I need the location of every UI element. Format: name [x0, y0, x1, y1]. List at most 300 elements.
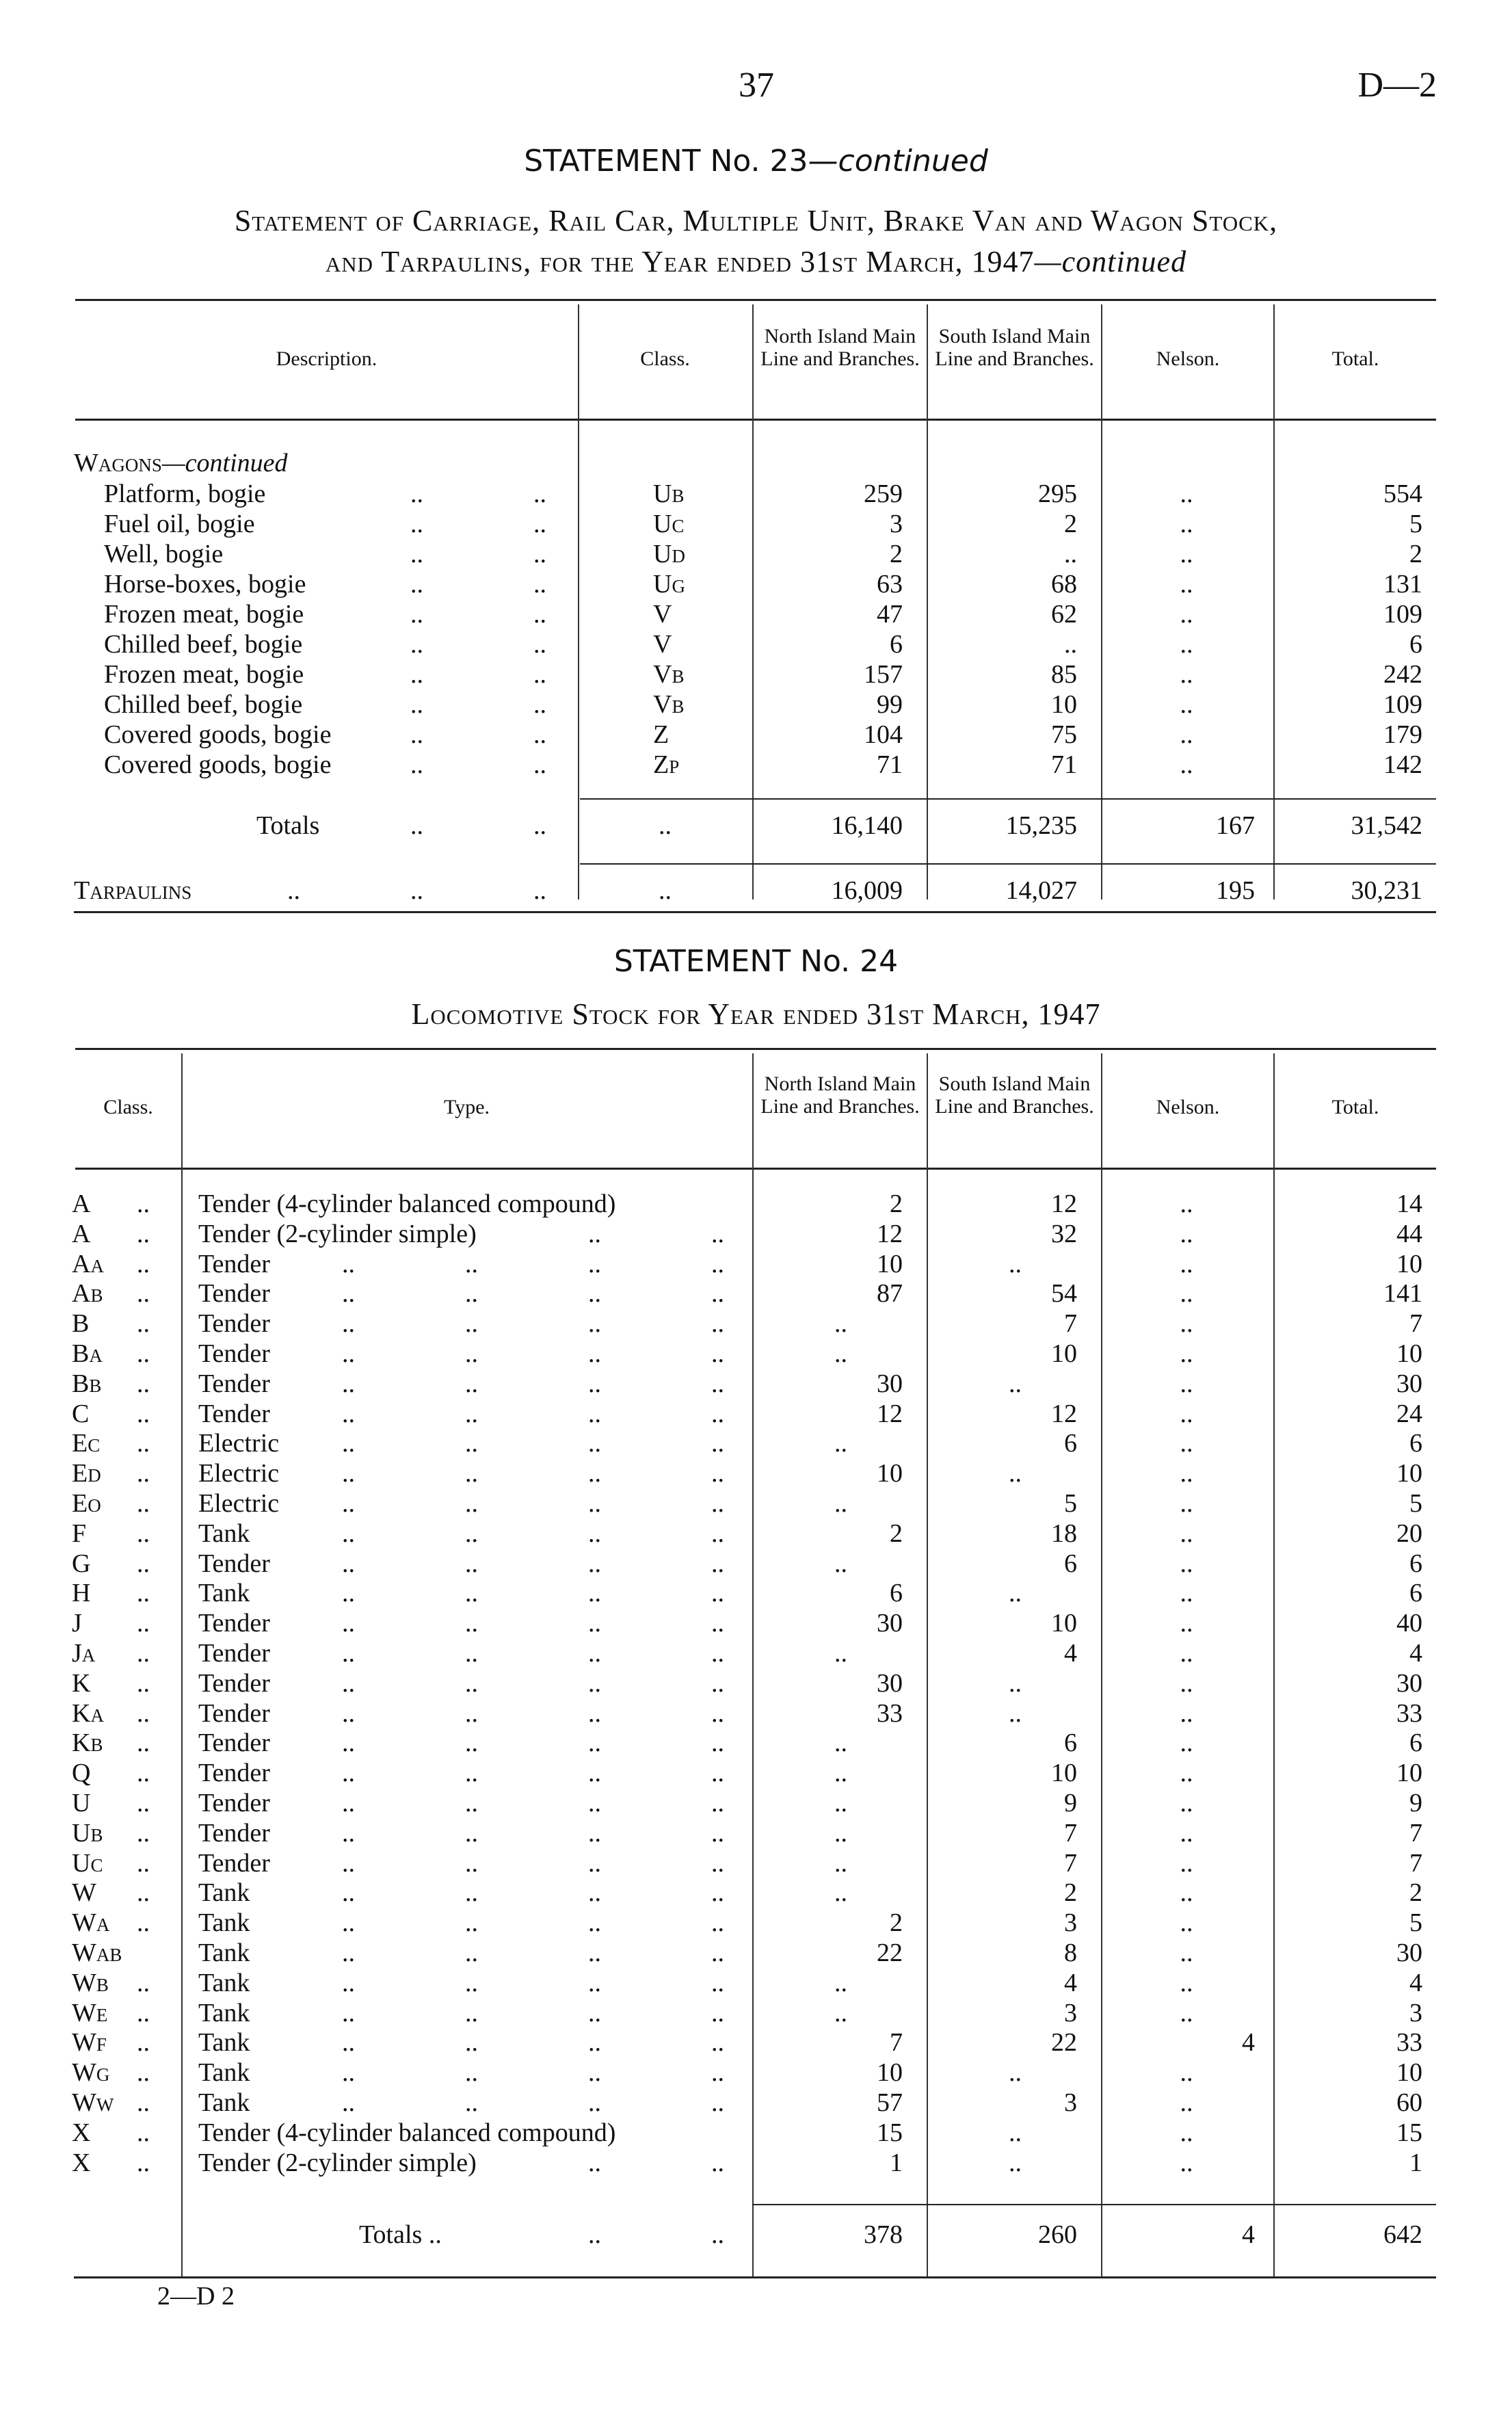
- leader-dots: ..: [533, 811, 546, 840]
- row-nelson: ..: [1180, 1639, 1193, 1668]
- leader-dots: ..: [342, 1939, 355, 1967]
- row-nelson: ..: [1180, 1219, 1193, 1248]
- leader-dots: ..: [711, 1459, 724, 1488]
- row-north: 7: [890, 2028, 903, 2058]
- leader-dots: ..: [588, 1369, 601, 1398]
- leader-dots: ..: [711, 1668, 724, 1698]
- row-type: Tender: [198, 1729, 270, 1758]
- row-nelson: ..: [1180, 600, 1193, 629]
- row-class: A: [72, 1219, 91, 1248]
- row-type: Electric: [198, 1459, 280, 1488]
- row-nelson: ..: [1180, 570, 1193, 599]
- tarpaulins-class: ..: [659, 876, 672, 905]
- leader-dots: ..: [342, 1818, 355, 1848]
- leader-dots: ..: [410, 540, 423, 568]
- leader-dots: ..: [588, 1818, 601, 1848]
- row-class: UC: [72, 1848, 103, 1878]
- leader-dots: ..: [137, 1668, 150, 1698]
- leader-dots: ..: [465, 1249, 478, 1278]
- row-north: ..: [834, 1339, 847, 1368]
- totals-total: 31,542: [1351, 811, 1422, 840]
- row-nelson: ..: [1180, 479, 1193, 508]
- row-south: ..: [1009, 2118, 1022, 2147]
- row-nelson: ..: [1180, 510, 1193, 538]
- leader-dots: ..: [342, 1639, 355, 1668]
- row-north: ..: [834, 1818, 847, 1848]
- col-divider: [181, 1053, 183, 2278]
- leader-dots: ..: [342, 1759, 355, 1788]
- leader-dots: ..: [711, 2028, 724, 2058]
- totals-label: Totals ..: [359, 2220, 442, 2249]
- header-south-island: South Island Main Line and Branches.: [935, 1073, 1094, 1118]
- leader-dots: ..: [137, 1878, 150, 1908]
- row-south: 7: [1064, 1818, 1077, 1848]
- leader-dots: ..: [711, 1549, 724, 1578]
- row-total: 5: [1409, 1489, 1422, 1518]
- row-class: K: [72, 1668, 91, 1698]
- row-class: B: [72, 1309, 90, 1339]
- row-nelson: ..: [1180, 540, 1193, 568]
- row-class: EC: [72, 1429, 101, 1458]
- leader-dots: ..: [410, 570, 423, 599]
- leader-dots: ..: [711, 1369, 724, 1398]
- leader-dots: ..: [137, 1549, 150, 1578]
- leader-dots: ..: [342, 1609, 355, 1638]
- header-nelson: Nelson.: [1156, 347, 1220, 370]
- leader-dots: ..: [711, 1489, 724, 1518]
- row-nelson: ..: [1180, 1968, 1193, 1997]
- row-class: EO: [72, 1489, 101, 1518]
- row-total: 10: [1396, 1759, 1422, 1788]
- leader-dots: ..: [533, 570, 546, 599]
- leader-dots: ..: [711, 1759, 724, 1788]
- leader-dots: ..: [465, 1759, 478, 1788]
- leader-dots: ..: [711, 1309, 724, 1339]
- row-total: 242: [1383, 660, 1422, 689]
- row-north: 2: [890, 1908, 903, 1938]
- row-class: WG: [72, 2058, 110, 2088]
- row-north: ..: [834, 1489, 847, 1518]
- leader-dots: ..: [137, 1279, 150, 1309]
- row-class: WAB: [72, 1939, 122, 1967]
- leader-dots: ..: [533, 540, 546, 568]
- row-north: ..: [834, 1429, 847, 1458]
- leader-dots: ..: [137, 2148, 150, 2177]
- row-south: ..: [1009, 2148, 1022, 2177]
- leader-dots: ..: [588, 1729, 601, 1758]
- row-nelson: ..: [1180, 1609, 1193, 1638]
- row-type: Tender: [198, 1399, 270, 1428]
- leader-dots: ..: [342, 1429, 355, 1458]
- leader-dots: ..: [137, 1339, 150, 1368]
- row-nelson: ..: [1180, 1459, 1193, 1488]
- leader-dots: ..: [711, 2058, 724, 2088]
- leader-dots: ..: [137, 1609, 150, 1638]
- row-type: Tank: [198, 1968, 250, 1997]
- leader-dots: ..: [588, 2058, 601, 2088]
- row-nelson: ..: [1180, 1789, 1193, 1817]
- row-nelson: ..: [1180, 1190, 1193, 1218]
- statement-23-title: STATEMENT No. 23—continued: [524, 144, 988, 179]
- leader-dots: ..: [711, 1878, 724, 1908]
- leader-dots: ..: [342, 1489, 355, 1518]
- row-total: 10: [1396, 1249, 1422, 1278]
- totals-north: 378: [864, 2220, 903, 2249]
- row-description: Chilled beef, bogie: [104, 690, 303, 719]
- totals-class: ..: [659, 811, 672, 840]
- row-north: 63: [877, 570, 903, 599]
- row-type: Tender: [198, 1698, 270, 1728]
- row-nelson: ..: [1180, 1908, 1193, 1938]
- row-description: Frozen meat, bogie: [104, 660, 304, 689]
- row-south: 6: [1064, 1549, 1077, 1578]
- row-north: 47: [877, 600, 903, 629]
- row-class: F: [72, 1519, 87, 1548]
- leader-dots: ..: [342, 1459, 355, 1488]
- row-north: 57: [877, 2088, 903, 2117]
- row-nelson: ..: [1180, 1309, 1193, 1339]
- totals-label: Totals: [256, 811, 320, 840]
- row-south: 10: [1051, 1759, 1077, 1788]
- row-north: 33: [877, 1698, 903, 1728]
- row-total: 10: [1396, 1459, 1422, 1488]
- table-24-header-rule: [75, 1168, 1436, 1170]
- row-total: 2: [1409, 540, 1422, 568]
- leader-dots: ..: [465, 1279, 478, 1309]
- leader-dots: ..: [342, 1309, 355, 1339]
- leader-dots: ..: [137, 1848, 150, 1878]
- table-23-header-rule: [75, 419, 1436, 421]
- row-north: ..: [834, 1968, 847, 1997]
- row-class: G: [72, 1549, 91, 1578]
- row-north: 259: [864, 479, 903, 508]
- leader-dots: ..: [711, 1968, 724, 1997]
- row-class: UC: [653, 510, 685, 538]
- row-class: A: [72, 1190, 91, 1218]
- leader-dots: ..: [342, 1549, 355, 1578]
- row-class: V: [653, 630, 672, 659]
- row-total: 5: [1409, 510, 1422, 538]
- row-nelson: ..: [1180, 1848, 1193, 1878]
- leader-dots: ..: [342, 1789, 355, 1817]
- leader-dots: ..: [342, 1968, 355, 1997]
- leader-dots: ..: [533, 660, 546, 689]
- row-total: 44: [1396, 1219, 1422, 1248]
- row-north: 99: [877, 690, 903, 719]
- row-total: 4: [1409, 1968, 1422, 1997]
- leader-dots: ..: [711, 1818, 724, 1848]
- row-south: 3: [1064, 2088, 1077, 2117]
- leader-dots: ..: [711, 1939, 724, 1967]
- statement-23-subtitle-2: and Tarpaulins, for the Year ended 31st March, 1947—continued: [325, 245, 1187, 278]
- leader-dots: ..: [410, 690, 423, 719]
- leader-dots: ..: [410, 510, 423, 538]
- leader-dots: ..: [711, 1908, 724, 1938]
- leader-dots: ..: [137, 1429, 150, 1458]
- row-nelson: ..: [1180, 1339, 1193, 1368]
- row-class: WE: [72, 1998, 108, 2027]
- row-type: Tender (4-cylinder balanced compound): [198, 1190, 616, 1218]
- leader-dots: ..: [342, 1848, 355, 1878]
- row-nelson: ..: [1180, 630, 1193, 659]
- row-north: 1: [890, 2148, 903, 2177]
- row-south: 4: [1064, 1639, 1077, 1668]
- row-north: 3: [890, 510, 903, 538]
- row-type: Tank: [198, 2058, 250, 2088]
- totals-nelson: 4: [1242, 2220, 1255, 2249]
- leader-dots: ..: [588, 1639, 601, 1668]
- header-description: Description.: [276, 347, 377, 370]
- header-north-island: North Island Main Line and Branches.: [760, 325, 920, 370]
- leader-dots: ..: [342, 1668, 355, 1698]
- leader-dots: ..: [711, 2220, 724, 2249]
- row-class: AA: [72, 1249, 104, 1278]
- row-north: ..: [834, 1549, 847, 1578]
- leader-dots: ..: [711, 1399, 724, 1428]
- table-24-top-rule: [75, 1048, 1436, 1050]
- row-north: 157: [864, 660, 903, 689]
- row-class: W: [72, 1878, 96, 1908]
- row-type: Tender (2-cylinder simple): [198, 1219, 477, 1248]
- row-south: 54: [1051, 1279, 1077, 1309]
- leader-dots: ..: [533, 600, 546, 629]
- leader-dots: ..: [588, 1429, 601, 1458]
- row-south: ..: [1064, 540, 1077, 568]
- leader-dots: ..: [465, 1309, 478, 1339]
- row-north: 30: [877, 1369, 903, 1398]
- row-class: UG: [653, 570, 685, 599]
- leader-dots: ..: [588, 1459, 601, 1488]
- statement-24-subtitle: Locomotive Stock for Year ended 31st March, 1947: [411, 997, 1101, 1031]
- row-south: 68: [1051, 570, 1077, 599]
- leader-dots: ..: [533, 750, 546, 779]
- row-type: Tank: [198, 2028, 250, 2058]
- leader-dots: ..: [588, 1309, 601, 1339]
- row-total: 30: [1396, 1939, 1422, 1967]
- row-total: 109: [1383, 600, 1422, 629]
- leader-dots: ..: [465, 1789, 478, 1817]
- leader-dots: ..: [465, 1339, 478, 1368]
- row-nelson: ..: [1180, 1729, 1193, 1758]
- row-north: 15: [877, 2118, 903, 2147]
- leader-dots: ..: [137, 1459, 150, 1488]
- leader-dots: ..: [588, 1939, 601, 1967]
- row-type: Tender: [198, 1549, 270, 1578]
- leader-dots: ..: [533, 630, 546, 659]
- leader-dots: ..: [588, 1759, 601, 1788]
- row-north: ..: [834, 1639, 847, 1668]
- row-south: 12: [1051, 1190, 1077, 1218]
- totals-nelson: 167: [1216, 811, 1255, 840]
- totals-north: 16,140: [831, 811, 903, 840]
- leader-dots: ..: [711, 1639, 724, 1668]
- row-nelson: ..: [1180, 1759, 1193, 1788]
- leader-dots: ..: [342, 1369, 355, 1398]
- row-nelson: ..: [1180, 1249, 1193, 1278]
- row-nelson: ..: [1180, 1519, 1193, 1548]
- header-total: Total.: [1331, 1096, 1379, 1118]
- header-nelson: Nelson.: [1156, 1096, 1220, 1118]
- row-north: ..: [834, 1789, 847, 1817]
- row-north: 30: [877, 1609, 903, 1638]
- row-nelson: ..: [1180, 720, 1193, 749]
- leader-dots: ..: [465, 1549, 478, 1578]
- leader-dots: ..: [533, 876, 546, 905]
- leader-dots: ..: [137, 1190, 150, 1218]
- row-south: ..: [1009, 1459, 1022, 1488]
- row-south: ..: [1009, 1369, 1022, 1398]
- leader-dots: ..: [342, 1998, 355, 2027]
- page-number: 37: [739, 66, 774, 105]
- leader-dots: ..: [533, 690, 546, 719]
- leader-dots: ..: [137, 2028, 150, 2058]
- leader-dots: ..: [588, 1878, 601, 1908]
- page-reference: D—2: [1357, 66, 1437, 105]
- row-type: Tank: [198, 1519, 250, 1548]
- row-total: 10: [1396, 1339, 1422, 1368]
- leader-dots: ..: [711, 1219, 724, 1248]
- leader-dots: ..: [342, 2058, 355, 2088]
- leader-dots: ..: [465, 1519, 478, 1548]
- leader-dots: ..: [711, 1848, 724, 1878]
- row-total: 14: [1396, 1190, 1422, 1218]
- row-total: 7: [1409, 1848, 1422, 1878]
- row-south: ..: [1009, 1249, 1022, 1278]
- leader-dots: ..: [588, 1339, 601, 1368]
- row-south: ..: [1009, 2058, 1022, 2088]
- row-south: ..: [1009, 1698, 1022, 1728]
- leader-dots: ..: [137, 1249, 150, 1278]
- leader-dots: ..: [588, 2148, 601, 2177]
- row-north: 6: [890, 630, 903, 659]
- row-type: Tender: [198, 1249, 270, 1278]
- row-south: 6: [1064, 1429, 1077, 1458]
- row-total: 20: [1396, 1519, 1422, 1548]
- row-north: 10: [877, 2058, 903, 2088]
- row-total: 40: [1396, 1609, 1422, 1638]
- leader-dots: ..: [465, 1968, 478, 1997]
- leader-dots: ..: [465, 1579, 478, 1608]
- table-23-top-rule: [75, 299, 1436, 301]
- row-total: 15: [1396, 2118, 1422, 2147]
- leader-dots: ..: [588, 1489, 601, 1518]
- tarpaulins-south: 14,027: [1005, 876, 1077, 905]
- row-type: Tank: [198, 1998, 250, 2027]
- leader-dots: ..: [137, 1789, 150, 1817]
- leader-dots: ..: [465, 1998, 478, 2027]
- row-type: Tank: [198, 1579, 250, 1608]
- leader-dots: ..: [465, 1908, 478, 1938]
- row-class: X: [72, 2148, 91, 2177]
- row-class: WA: [72, 1908, 110, 1938]
- row-total: 179: [1383, 720, 1422, 749]
- header-type: Type.: [443, 1096, 490, 1118]
- row-class: UB: [653, 479, 685, 508]
- section-label-wagons: Wagons—continued: [74, 449, 288, 477]
- row-description: Horse-boxes, bogie: [104, 570, 306, 599]
- leader-dots: ..: [465, 2028, 478, 2058]
- leader-dots: ..: [410, 660, 423, 689]
- row-north: ..: [834, 1998, 847, 2027]
- leader-dots: ..: [588, 1998, 601, 2027]
- row-north: ..: [834, 1309, 847, 1339]
- leader-dots: ..: [137, 1399, 150, 1428]
- row-type: Tender: [198, 1789, 270, 1817]
- leader-dots: ..: [588, 2220, 601, 2249]
- row-class: WW: [72, 2088, 114, 2117]
- row-nelson: 4: [1242, 2028, 1255, 2058]
- totals-rule: [752, 2204, 1436, 2205]
- row-type: Tender: [198, 1668, 270, 1698]
- leader-dots: ..: [465, 1818, 478, 1848]
- leader-dots: ..: [342, 2028, 355, 2058]
- leader-dots: ..: [137, 1639, 150, 1668]
- row-south: 3: [1064, 1908, 1077, 1938]
- row-nelson: ..: [1180, 1429, 1193, 1458]
- row-south: ..: [1009, 1668, 1022, 1698]
- totals-rule: [580, 798, 1436, 800]
- statement-24-title: STATEMENT No. 24: [613, 944, 899, 979]
- leader-dots: ..: [410, 750, 423, 779]
- leader-dots: ..: [588, 2028, 601, 2058]
- row-nelson: ..: [1180, 1998, 1193, 2027]
- statement-23-subtitle-1: Statement of Carriage, Rail Car, Multiple Unit, Brake Van and Wagon Stock,: [234, 204, 1278, 237]
- leader-dots: ..: [588, 1609, 601, 1638]
- leader-dots: ..: [137, 1729, 150, 1758]
- leader-dots: ..: [342, 1698, 355, 1728]
- leader-dots: ..: [137, 1309, 150, 1339]
- row-south: 8: [1064, 1939, 1077, 1967]
- row-class: AB: [72, 1279, 103, 1309]
- row-nelson: ..: [1180, 1549, 1193, 1578]
- leader-dots: ..: [342, 1729, 355, 1758]
- row-nelson: ..: [1180, 2058, 1193, 2088]
- row-class: UB: [72, 1818, 103, 1848]
- row-south: 7: [1064, 1848, 1077, 1878]
- tarpaulins-label: Tarpaulins: [74, 876, 192, 905]
- row-north: 6: [890, 1579, 903, 1608]
- leader-dots: ..: [137, 1759, 150, 1788]
- leader-dots: ..: [137, 1968, 150, 1997]
- row-north: 2: [890, 540, 903, 568]
- row-description: Chilled beef, bogie: [104, 630, 303, 659]
- row-type: Tender: [198, 1279, 270, 1309]
- row-total: 142: [1383, 750, 1422, 779]
- leader-dots: ..: [533, 510, 546, 538]
- row-north: ..: [834, 1759, 847, 1788]
- leader-dots: ..: [137, 1369, 150, 1398]
- row-south: ..: [1064, 630, 1077, 659]
- header-class: Class.: [640, 347, 690, 370]
- leader-dots: ..: [137, 1519, 150, 1548]
- row-class: Q: [72, 1759, 91, 1788]
- row-type: Tank: [198, 1908, 250, 1938]
- row-total: 131: [1383, 570, 1422, 599]
- row-type: Tank: [198, 2088, 250, 2117]
- row-north: 12: [877, 1399, 903, 1428]
- leader-dots: ..: [137, 1818, 150, 1848]
- leader-dots: ..: [287, 876, 300, 905]
- row-total: 4: [1409, 1639, 1422, 1668]
- row-class: VB: [653, 660, 685, 689]
- row-south: 10: [1051, 690, 1077, 719]
- tarpaulins-rule: [580, 863, 1436, 865]
- leader-dots: ..: [588, 1579, 601, 1608]
- row-north: 2: [890, 1190, 903, 1218]
- row-nelson: ..: [1180, 1698, 1193, 1728]
- row-north: ..: [834, 1848, 847, 1878]
- leader-dots: ..: [533, 479, 546, 508]
